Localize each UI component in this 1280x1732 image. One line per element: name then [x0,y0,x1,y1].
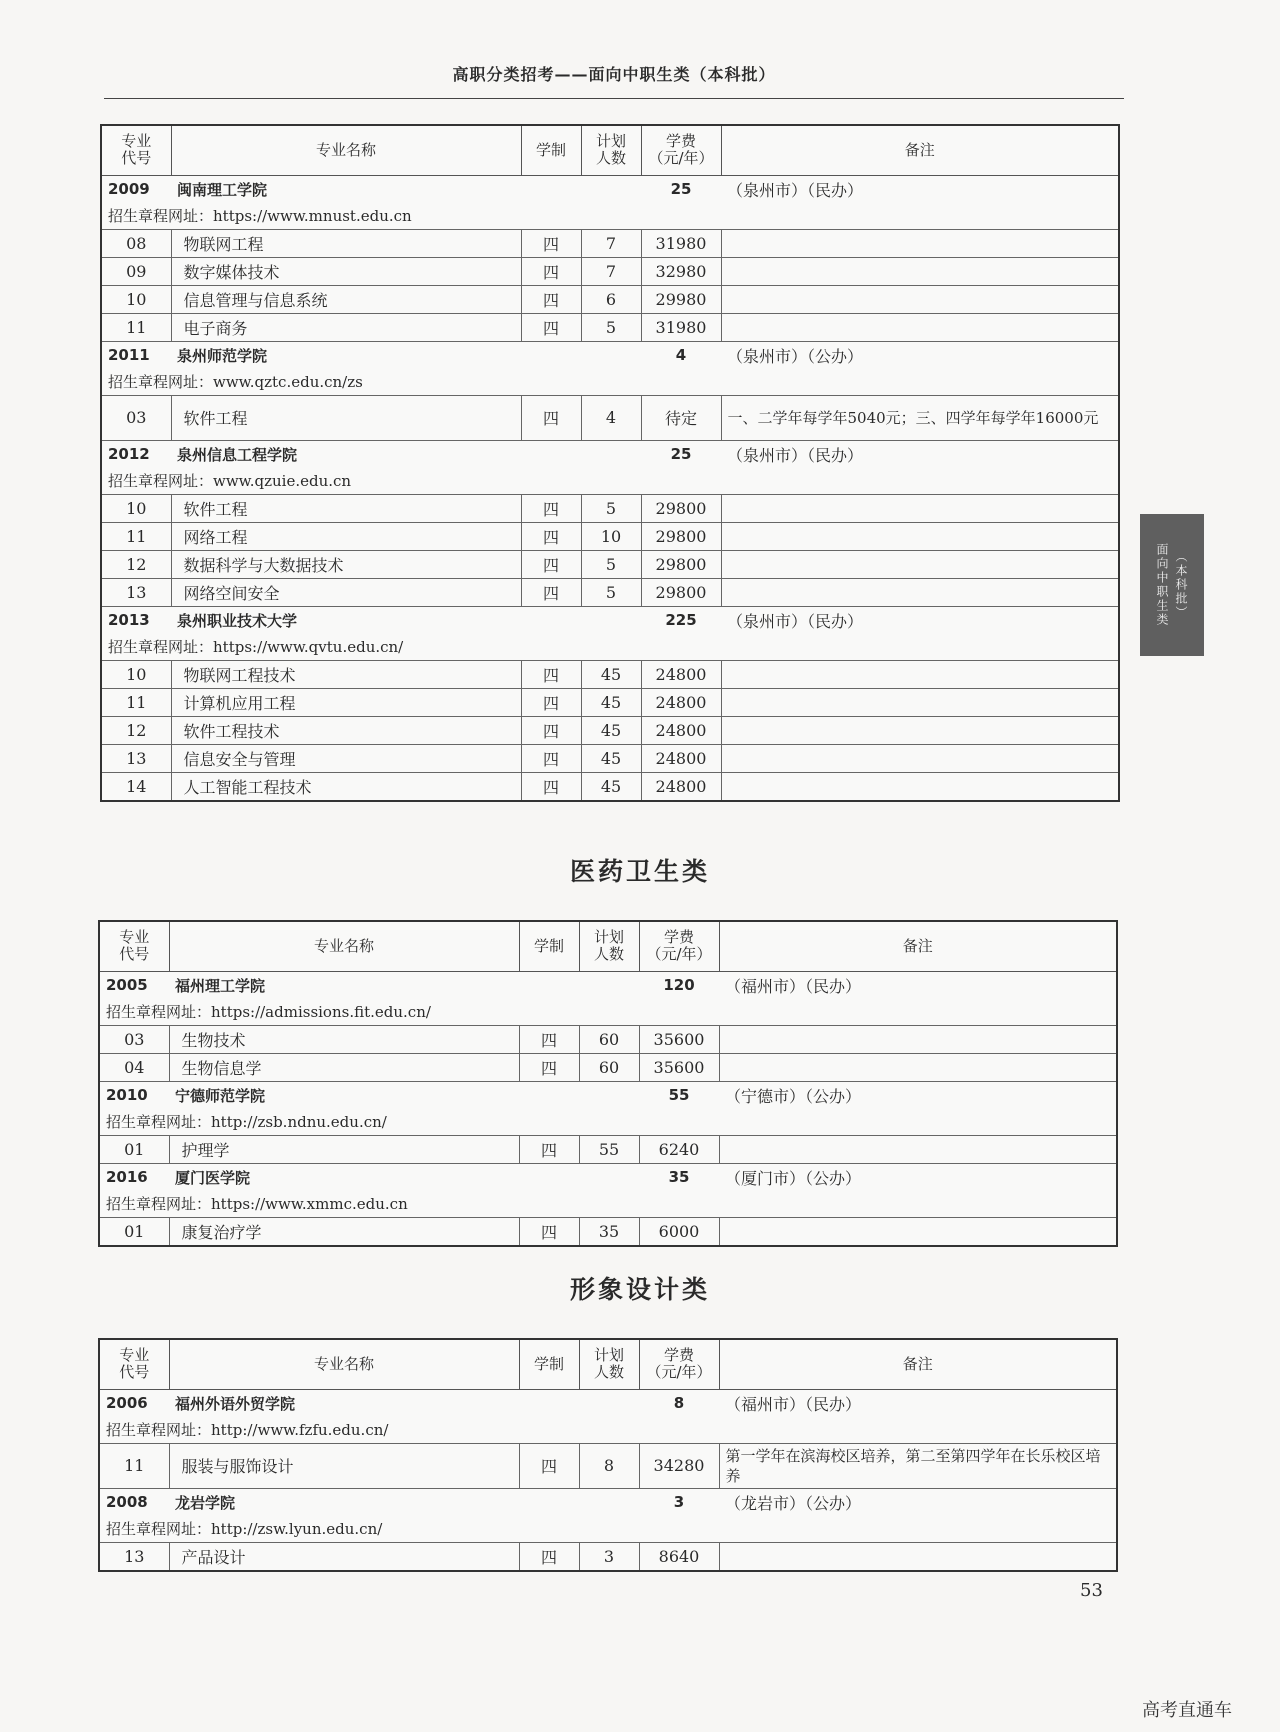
major-note: 第一学年在滨海校区培养，第二至第四学年在长乐校区培养 [719,1443,1117,1488]
major-duration: 四 [521,313,581,341]
major-plan: 10 [581,522,641,550]
institution-row [99,971,1117,999]
major-fee: 31980 [641,229,721,257]
institution-name: 厦门医学院 [175,1168,251,1187]
major-code: 03 [101,395,171,440]
institution-url-row [101,468,1119,495]
col-header-note: 备注 [719,921,1117,971]
institution-code: 2013 [108,611,150,629]
major-duration: 四 [521,550,581,578]
table-row [101,688,1119,716]
institution-row [101,175,1119,203]
major-note [721,772,1119,801]
institution-location: （厦门市）（公办） [725,1168,862,1188]
major-duration: 四 [521,494,581,522]
institution-url: 招生章程网址：www.qzuie.edu.cn [108,472,352,490]
major-name: 服装与服饰设计 [169,1443,519,1488]
major-duration: 四 [519,1217,579,1246]
major-name: 产品设计 [169,1542,519,1571]
major-plan: 5 [581,313,641,341]
col-header-code: 专业 代号 [101,125,171,175]
institution-name: 福州外语外贸学院 [175,1394,296,1413]
major-note [721,550,1119,578]
major-name: 电子商务 [171,313,521,341]
major-plan: 3 [579,1542,639,1571]
major-duration: 四 [521,578,581,606]
col-header-fee: 学费 （元/年） [639,921,719,971]
major-note [721,744,1119,772]
col-header-duration: 学制 [519,1339,579,1389]
major-name: 网络空间安全 [171,578,521,606]
table-row [99,1053,1117,1081]
major-code: 11 [99,1443,169,1488]
major-note [719,1542,1117,1571]
institution-code: 2005 [106,976,148,994]
institution-name: 福州理工学院 [175,976,266,995]
table-row [101,660,1119,688]
major-plan: 55 [579,1135,639,1163]
major-fee: 24800 [641,660,721,688]
major-duration: 四 [519,1542,579,1571]
table-row [101,257,1119,285]
major-fee: 24800 [641,716,721,744]
major-note [721,313,1119,341]
institution-plan-total: 120 [663,976,695,994]
major-code: 13 [101,578,171,606]
major-duration: 四 [521,395,581,440]
major-fee: 24800 [641,772,721,801]
major-plan: 45 [581,688,641,716]
major-note [721,285,1119,313]
institution-url: 招生章程网址：https://admissions.fit.edu.cn/ [106,1003,431,1021]
table-row [99,1135,1117,1163]
col-header-duration: 学制 [519,921,579,971]
table-row [101,522,1119,550]
major-name: 数据科学与大数据技术 [171,550,521,578]
major-name: 软件工程技术 [171,716,521,744]
major-name: 人工智能工程技术 [171,772,521,801]
col-header-fee: 学费 （元/年） [639,1339,719,1389]
major-name: 生物技术 [169,1025,519,1053]
institution-url-row [101,634,1119,661]
institution-plan-total: 35 [668,1168,690,1186]
col-header-note: 备注 [721,125,1119,175]
institution-code: 2010 [106,1086,148,1104]
major-note [721,578,1119,606]
institution-code: 2016 [106,1168,148,1186]
major-code: 11 [101,313,171,341]
institution-location: （泉州市）（公办） [727,346,864,366]
table-row [101,229,1119,257]
major-plan: 4 [581,395,641,440]
table-row [99,1025,1117,1053]
table-row [101,550,1119,578]
major-fee: 29800 [641,494,721,522]
section-title-medical: 医药卫生类 [569,857,710,886]
table-header-row [99,921,1117,971]
admission-table-1 [100,124,1120,802]
major-name: 康复治疗学 [169,1217,519,1246]
institution-location: （泉州市）（民办） [727,445,864,465]
major-code: 10 [101,285,171,313]
major-duration: 四 [519,1025,579,1053]
major-code: 12 [101,716,171,744]
major-duration: 四 [521,285,581,313]
institution-name: 宁德师范学院 [175,1086,266,1105]
major-plan: 60 [579,1025,639,1053]
major-duration: 四 [519,1053,579,1081]
institution-url-row [99,1191,1117,1218]
major-duration: 四 [521,229,581,257]
institution-plan-total: 4 [675,346,687,364]
major-duration: 四 [519,1135,579,1163]
major-duration: 四 [521,716,581,744]
major-code: 10 [101,494,171,522]
institution-row [99,1163,1117,1191]
major-code: 13 [99,1542,169,1571]
major-fee: 29800 [641,522,721,550]
institution-name: 龙岩学院 [175,1493,236,1512]
table-row [101,578,1119,606]
col-header-note: 备注 [719,1339,1117,1389]
major-plan: 7 [581,257,641,285]
major-fee: 24800 [641,688,721,716]
table-header-row [99,1339,1117,1389]
major-fee: 6000 [639,1217,719,1246]
major-fee: 35600 [639,1025,719,1053]
major-note [721,660,1119,688]
institution-row [101,440,1119,468]
admission-table-design [98,1338,1118,1572]
institution-url-row [101,203,1119,230]
major-note [721,229,1119,257]
institution-url-row [101,369,1119,396]
table-row [99,1217,1117,1246]
major-duration: 四 [521,257,581,285]
major-fee: 6240 [639,1135,719,1163]
major-fee: 35600 [639,1053,719,1081]
major-duration: 四 [521,688,581,716]
institution-plan-total: 225 [665,611,697,629]
side-tab-line1: 面向中职生类 [1155,543,1169,627]
major-name: 生物信息学 [169,1053,519,1081]
major-plan: 45 [581,744,641,772]
section-title-design: 形象设计类 [569,1275,710,1304]
major-plan: 5 [581,578,641,606]
major-plan: 45 [581,660,641,688]
institution-url: 招生章程网址：http://www.fzfu.edu.cn/ [106,1421,389,1439]
institution-code: 2006 [106,1394,148,1412]
major-code: 14 [101,772,171,801]
institution-url-row [99,1109,1117,1136]
institution-url: 招生章程网址：www.qztc.edu.cn/zs [108,373,363,391]
major-note [721,522,1119,550]
institution-name: 泉州职业技术大学 [177,611,298,630]
admission-table-medical [98,920,1118,1247]
major-duration: 四 [521,660,581,688]
institution-code: 2008 [106,1493,148,1511]
major-plan: 7 [581,229,641,257]
major-name: 网络工程 [171,522,521,550]
institution-plan-total: 55 [668,1086,690,1104]
col-header-plan: 计划 人数 [579,921,639,971]
institution-code: 2012 [108,445,150,463]
major-plan: 45 [581,772,641,801]
institution-url: 招生章程网址：https://www.xmmc.edu.cn [106,1195,408,1213]
side-tab [1140,514,1204,656]
major-code: 09 [101,257,171,285]
major-code: 04 [99,1053,169,1081]
institution-url-row [99,1417,1117,1444]
watermark: 高考直通车 [1142,1700,1232,1721]
table-row [101,744,1119,772]
major-note [721,494,1119,522]
institution-row [101,341,1119,369]
institution-location: （福州市）（民办） [725,976,862,996]
major-code: 11 [101,688,171,716]
institution-row [99,1488,1117,1516]
table-header-row [101,125,1119,175]
table-row [101,285,1119,313]
major-name: 物联网工程技术 [171,660,521,688]
major-plan: 45 [581,716,641,744]
col-header-plan: 计划 人数 [581,125,641,175]
major-plan: 35 [579,1217,639,1246]
institution-plan-total: 25 [670,180,692,198]
institution-url-row [99,1516,1117,1543]
col-header-name: 专业名称 [171,125,521,175]
table-row [99,1542,1117,1571]
institution-plan-total: 8 [673,1394,685,1412]
major-code: 01 [99,1135,169,1163]
institution-location: （宁德市）（公办） [725,1086,862,1106]
side-tab-line2: （本科批） [1174,550,1188,620]
major-fee: 34280 [639,1443,719,1488]
major-note [719,1217,1117,1246]
institution-url: 招生章程网址：http://zsb.ndnu.edu.cn/ [106,1113,387,1131]
major-code: 03 [99,1025,169,1053]
major-fee: 32980 [641,257,721,285]
major-fee: 29980 [641,285,721,313]
institution-code: 2009 [108,180,150,198]
major-code: 08 [101,229,171,257]
institution-url: 招生章程网址：https://www.qvtu.edu.cn/ [108,638,404,656]
major-duration: 四 [521,744,581,772]
institution-url: 招生章程网址：http://zsw.lyun.edu.cn/ [106,1520,383,1538]
institution-name: 泉州信息工程学院 [177,445,298,464]
major-duration: 四 [519,1443,579,1488]
institution-location: （龙岩市）（公办） [725,1493,862,1513]
institution-location: （福州市）（民办） [725,1394,862,1414]
institution-row [99,1389,1117,1417]
major-plan: 60 [579,1053,639,1081]
major-note [721,257,1119,285]
institution-location: （泉州市）（民办） [727,180,864,200]
major-fee: 29800 [641,578,721,606]
major-fee: 24800 [641,744,721,772]
major-note [719,1135,1117,1163]
table-row [101,494,1119,522]
major-plan: 5 [581,550,641,578]
col-header-name: 专业名称 [169,1339,519,1389]
major-fee: 8640 [639,1542,719,1571]
major-name: 护理学 [169,1135,519,1163]
institution-name: 泉州师范学院 [177,346,268,365]
institution-plan-total: 3 [673,1493,685,1511]
institution-location: （泉州市）（民办） [727,611,864,631]
major-plan: 8 [579,1443,639,1488]
major-name: 软件工程 [171,494,521,522]
major-note: 一、二学年每学年5040元；三、四学年每学年16000元 [721,395,1119,440]
major-name: 数字媒体技术 [171,257,521,285]
major-fee: 31980 [641,313,721,341]
table-row [101,716,1119,744]
major-name: 软件工程 [171,395,521,440]
col-header-code: 专业 代号 [99,921,169,971]
institution-name: 闽南理工学院 [177,180,268,199]
institution-plan-total: 25 [670,445,692,463]
major-fee: 待定 [641,395,721,440]
institution-url-row [99,999,1117,1026]
col-header-fee: 学费 （元/年） [641,125,721,175]
institution-row [99,1081,1117,1109]
major-note [721,688,1119,716]
major-name: 物联网工程 [171,229,521,257]
major-note [719,1025,1117,1053]
col-header-plan: 计划 人数 [579,1339,639,1389]
col-header-code: 专业 代号 [99,1339,169,1389]
col-header-duration: 学制 [521,125,581,175]
major-code: 10 [101,660,171,688]
table-row [101,395,1119,440]
page-header: 高职分类招考——面向中职生类（本科批） [452,65,776,84]
major-fee: 29800 [641,550,721,578]
table-row [101,772,1119,801]
table-row [99,1443,1117,1488]
major-note [719,1053,1117,1081]
major-code: 11 [101,522,171,550]
page-number: 53 [1080,1580,1103,1601]
major-code: 13 [101,744,171,772]
major-name: 计算机应用工程 [171,688,521,716]
major-note [721,716,1119,744]
institution-url: 招生章程网址：https://www.mnust.edu.cn [108,207,412,225]
header-divider [104,98,1124,99]
institution-row [101,606,1119,634]
major-duration: 四 [521,522,581,550]
major-name: 信息管理与信息系统 [171,285,521,313]
major-code: 01 [99,1217,169,1246]
major-name: 信息安全与管理 [171,744,521,772]
major-plan: 5 [581,494,641,522]
major-code: 12 [101,550,171,578]
major-plan: 6 [581,285,641,313]
major-duration: 四 [521,772,581,801]
col-header-name: 专业名称 [169,921,519,971]
table-row [101,313,1119,341]
institution-code: 2011 [108,346,150,364]
